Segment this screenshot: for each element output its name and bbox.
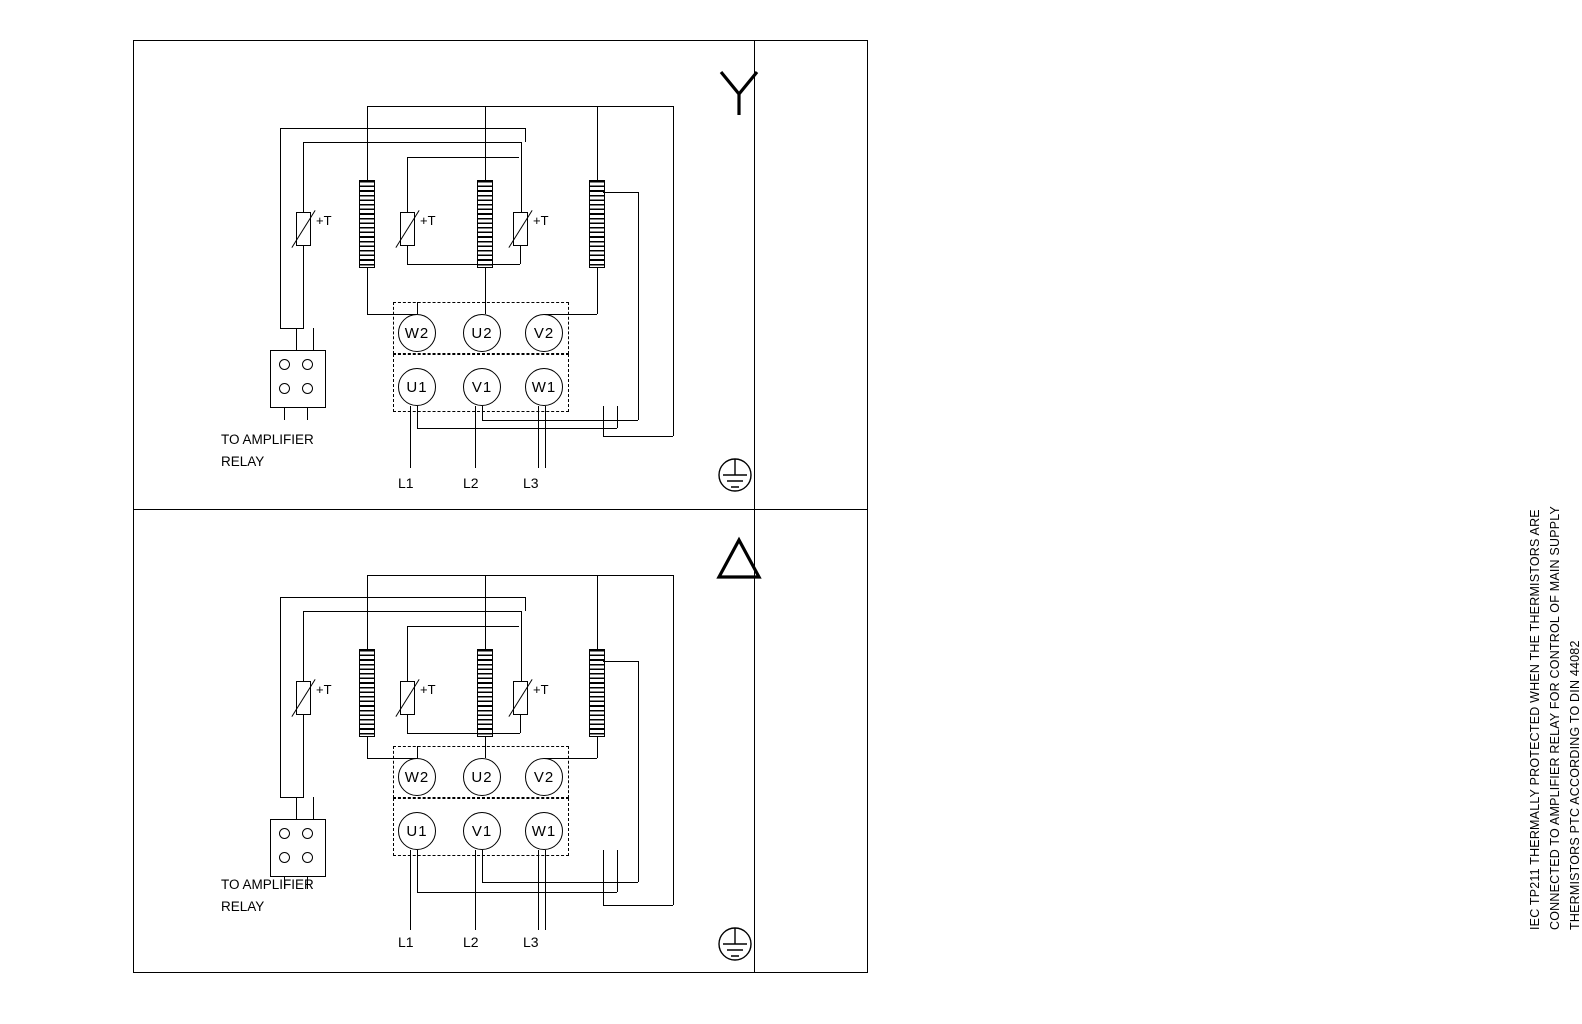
terminal-w2[interactable]: W2: [398, 758, 436, 796]
amplifier-label-line-2: RELAY: [221, 899, 265, 914]
terminal-w2[interactable]: W2: [398, 314, 436, 352]
amplifier-label-line-1: TO AMPLIFIER: [221, 877, 314, 892]
amplifier-label-line-1: TO AMPLIFIER: [221, 432, 314, 447]
terminal-v1[interactable]: V1: [463, 368, 501, 406]
terminal-u2[interactable]: U2: [463, 758, 501, 796]
winding-coil-2: [477, 180, 493, 268]
winding-coil-2: [477, 649, 493, 737]
thermistor-label-3: +T: [533, 213, 549, 228]
star-wye-symbol: [709, 60, 769, 120]
note-column: [754, 40, 1582, 973]
amplifier-terminal-block: [270, 819, 326, 877]
phase-label-l3: L3: [523, 475, 539, 491]
thermistor-label-2: +T: [420, 213, 436, 228]
terminal-w1[interactable]: W1: [525, 368, 563, 406]
note-line-1: IEC TP211 THERMALLY PROTECTED WHEN THE THERMISTORS ARE: [1528, 509, 1542, 930]
earth-ground-symbol: [705, 914, 765, 974]
delta-triangle-symbol: [709, 529, 769, 589]
amplifier-terminal-block: [270, 350, 326, 408]
winding-coil-1: [359, 180, 375, 268]
note-line-2: CONNECTED TO AMPLIFIER RELAY FOR CONTROL OF MAIN SUPPLY: [1548, 505, 1562, 930]
terminal-w1[interactable]: W1: [525, 812, 563, 850]
thermistor-label-3: +T: [533, 682, 549, 697]
terminal-u2[interactable]: U2: [463, 314, 501, 352]
earth-ground-symbol: [705, 445, 765, 505]
winding-coil-1: [359, 649, 375, 737]
thermistor-label-1: +T: [316, 682, 332, 697]
phase-label-l1: L1: [398, 934, 414, 950]
thermistor-label-1: +T: [316, 213, 332, 228]
winding-coil-3: [589, 180, 605, 268]
diagram-panel-delta: [133, 509, 754, 978]
diagram-panel-star: [133, 40, 754, 509]
phase-label-l3: L3: [523, 934, 539, 950]
note-line-3: THERMISTORS PTC ACCORDING TO DIN 44082: [1568, 640, 1582, 930]
phase-label-l2: L2: [463, 475, 479, 491]
phase-label-l1: L1: [398, 475, 414, 491]
phase-label-l2: L2: [463, 934, 479, 950]
terminal-u1[interactable]: U1: [398, 368, 436, 406]
thermistor-label-2: +T: [420, 682, 436, 697]
terminal-v2[interactable]: V2: [525, 314, 563, 352]
amplifier-label-line-2: RELAY: [221, 454, 265, 469]
terminal-v2[interactable]: V2: [525, 758, 563, 796]
terminal-v1[interactable]: V1: [463, 812, 501, 850]
winding-coil-3: [589, 649, 605, 737]
terminal-u1[interactable]: U1: [398, 812, 436, 850]
